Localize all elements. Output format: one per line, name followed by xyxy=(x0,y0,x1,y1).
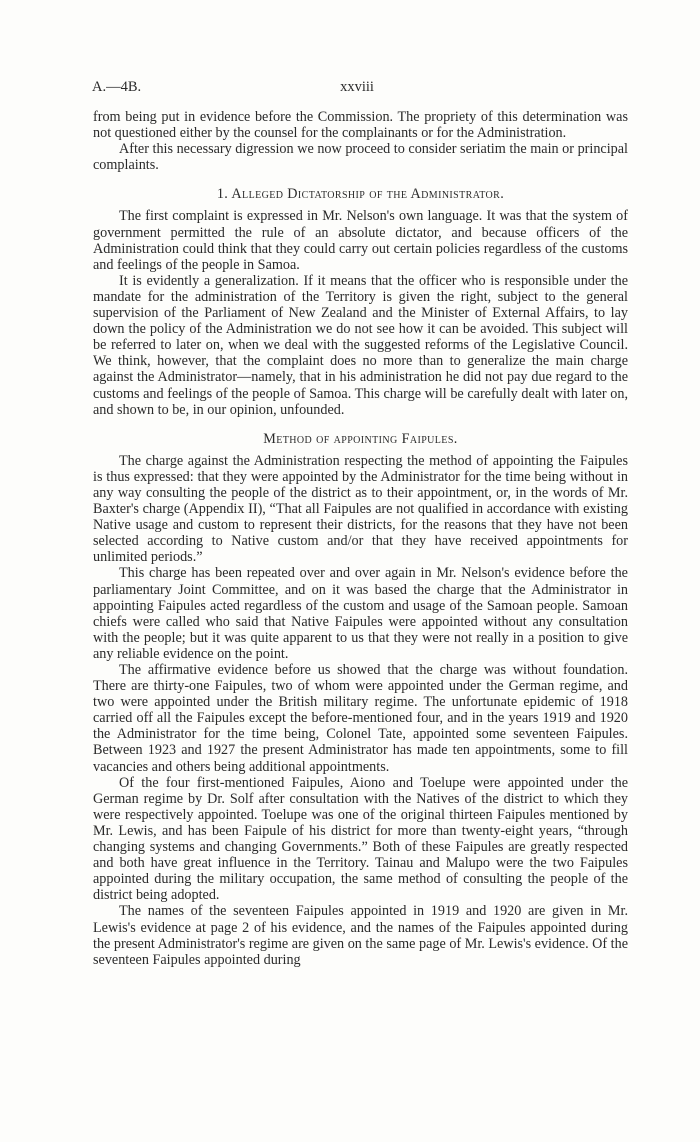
paragraph: Of the four first-mentioned Faipules, Aiono and Toelupe were appointed under the German regime by Dr. Solf after consultation with the Natives of the district to which they were respectively appointed. Toelupe was one of the original thirteen Faipules mentioned by Mr. Lewis, and has been Faipule of his district for more than twenty-eight years, “through changing systems and changing Governments.” Both of these Faipules are greatly respected and both have great influence in the Territory. Tainau and Malupo were the two Faipules appointed during the military occupation, the same method of consulting the people of the district being adopted. xyxy=(93,774,628,904)
section-heading: Method of appointing Faipules. xyxy=(263,430,458,447)
paragraph: The names of the seventeen Faipules appointed in 1919 and 1920 are given in Mr. Lewis's evidence at page 2 of his evidence, and the names of the Faipules appointed during the present Administrator's regime are given on the same page of Mr. Lewis's evidence. Of the seventeen Faipules appointed during xyxy=(93,903,629,968)
paragraph: The charge against the Administration respecting the method of appointing the Faipules is thus expressed: that they were appointed by the Administrator for the time being without in any way consulting the people of the district as to their appointment, or, in the words of Mr. Baxter's charge (Appendix II), “That all Faipules are not qualified in accordance with existing Native usage and custom to represent their districts, for the reasons that they have not been selected according to Native custom and/or that they have received appointments for unlimited periods.” xyxy=(93,452,628,566)
section-heading: 1. Alleged Dictatorship of the Administrator. xyxy=(216,186,505,203)
paragraph: from being put in evidence before the Commission. The propriety of this determination was not questioned either by the counsel for the complainants or for the Administration. xyxy=(93,109,628,142)
paragraph: The first complaint is expressed in Mr. Nelson's own language. It was that the system of government permitted the rule of an absolute dictator, and because officers of the Administration could think that they could carry out certain policies regardless of the customs and feelings of the people in Samoa. xyxy=(93,208,628,273)
page-number: xxviii xyxy=(340,79,374,95)
document-reference: A.—4B. xyxy=(92,79,142,95)
paragraph: After this necessary digression we now proceed to consider seriatim the main or principal complaints. xyxy=(93,141,628,174)
body-text xyxy=(93,109,628,968)
paragraph: The affirmative evidence before us showed that the charge was without foundation. There are thirty-one Faipules, two of whom were appointed under the German regime, and two were appointed under the British military regime. The unfortunate epidemic of 1918 carried off all the Faipules except the before-mentioned four, and in the years 1919 and 1920 the Administrator for the time being, Colonel Tate, appointed some seventeen Faipules. Between 1923 and 1927 the present Administrator has made ten appointments, some to fill vacancies and others being additional appointments. xyxy=(93,662,628,775)
paragraph: It is evidently a generalization. If it means that the officer who is responsible under the mandate for the administration of the Territory is given the right, subject to the general supervision of the Parliament of New Zealand and the Minister of External Affairs, to lay down the policy of the Administration we do not see how it can be avoided. This subject will be referred to later on, when we deal with the suggested reforms of the Legislative Council. We think, however, that the complaint does no more than to generalize the main charge against the Administrator—namely, that in his administration he did not pay due regard to the customs and feelings of the people of Samoa. This charge will be carefully dealt with later on, and shown to be, in our opinion, unfounded. xyxy=(93,272,628,418)
paragraph: This charge has been repeated over and over again in Mr. Nelson's evidence before the parliamentary Joint Committee, and on it was based the charge that the Administrator in appointing Faipules acted regardless of the custom and usage of the Samoan people. Samoan chiefs were called who said that Native Faipules were appointed without any consultation with the people; but it was quite apparent to us that they were not really in a position to give any reliable evidence on the point. xyxy=(93,565,628,662)
page-header xyxy=(92,79,622,99)
